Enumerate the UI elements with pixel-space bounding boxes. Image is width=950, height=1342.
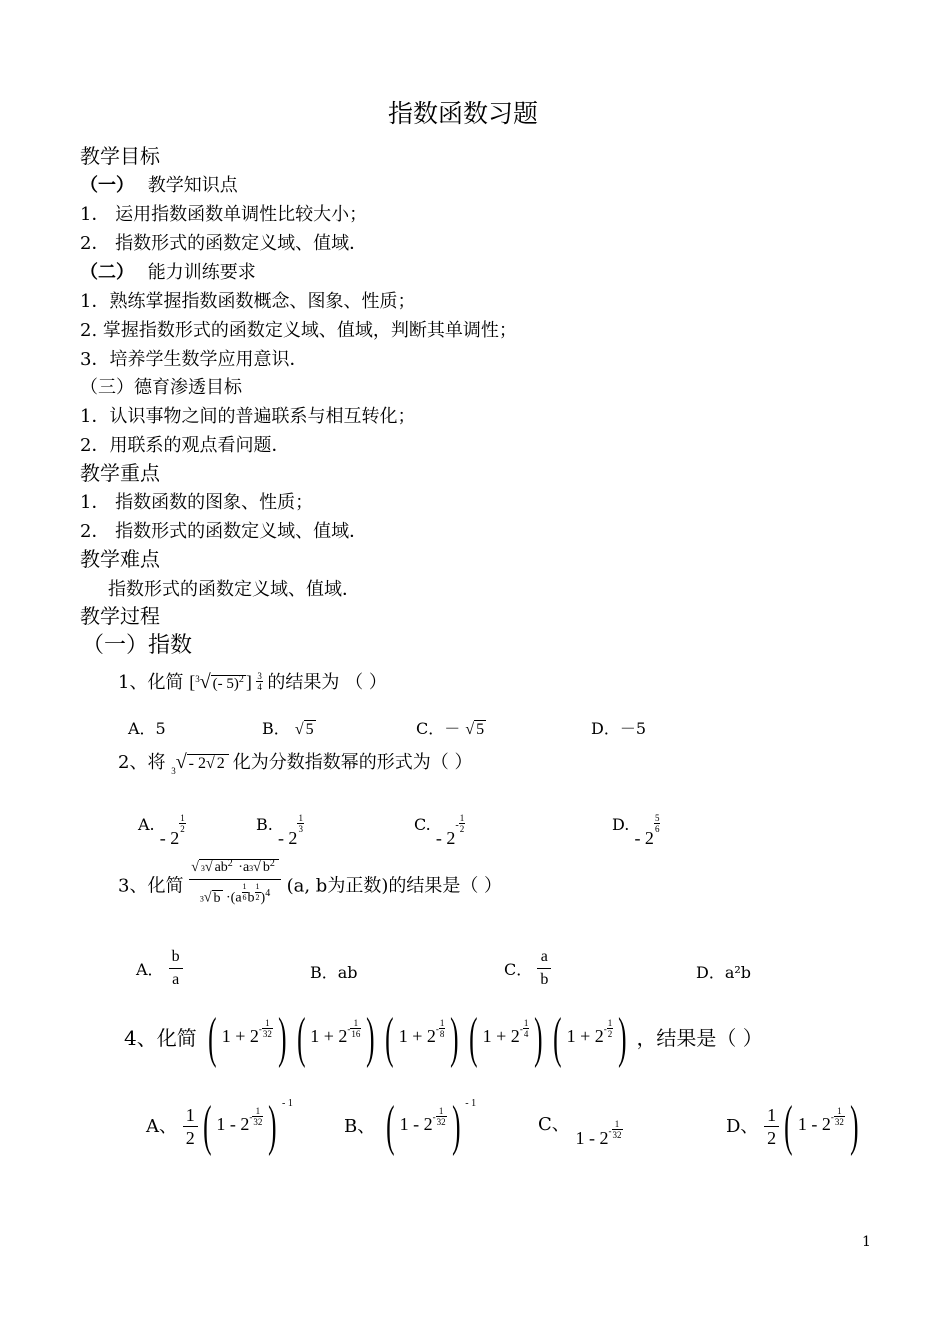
list-item: 指数形式的函数定义域、值域． (108, 579, 360, 600)
question-suffix: (a, b为正数)的结果是（ ） (286, 875, 503, 897)
section-heading-objectives: 教学目标 (80, 144, 160, 168)
subheading-knowledge (80, 171, 238, 197)
list-item: 2． 指数形式的函数定义域、值域． (80, 521, 368, 542)
option-c: C．－ √ 5 (416, 719, 485, 738)
radicand: 5 (476, 721, 485, 738)
option-label: A、 (146, 1116, 177, 1138)
option-b: B．ab (310, 963, 358, 982)
question-prefix: 2、将 (118, 752, 166, 773)
question-suffix: ，结果是（ ） (636, 1026, 763, 1051)
option-label: B. (256, 815, 273, 834)
math-fraction: √ 3√ ab2 ·a3√ b2 3√ b ·(a $\frac{1}{6}$ b $\frac{1}{2}$ )4 (189, 860, 281, 909)
list-item: 1． 运用指数函数单调性比较大小； (80, 204, 368, 225)
question-suffix: 化为分数指数幂的形式为（ ） (232, 752, 473, 773)
subheading-text: 教学知识点 (147, 175, 238, 196)
question-2 (118, 748, 473, 774)
option-label: D. (612, 815, 630, 834)
radicand: 5 (305, 721, 314, 738)
option-label: A． (136, 960, 164, 979)
list-item: 3．培养学生数学应用意识． (80, 349, 308, 370)
question-1 (118, 668, 387, 694)
option-d: D．a²b (696, 963, 752, 982)
option-label: A. (138, 815, 155, 834)
subheading-text: 能力训练要求 (147, 262, 256, 283)
part-heading-exponent: （一）指数 (82, 633, 193, 658)
option-c: C． $\frac{a}{b}$ (504, 946, 551, 991)
subheading-ability (80, 258, 256, 284)
option-label: C．－ (416, 719, 461, 738)
option-label: C. (414, 815, 431, 834)
option-label: B． (262, 719, 290, 738)
option-a: A．5 (128, 719, 166, 738)
option-label: C、 (538, 1114, 570, 1135)
option-label: D、 (726, 1116, 759, 1138)
section-heading-process: 教学过程 (80, 604, 160, 628)
subheading-label: （二） (80, 262, 134, 283)
option-b: B. - 2 $\frac{1}{3}$ (256, 813, 303, 848)
option-b: B． √ 5 (262, 719, 314, 738)
option-d: D. - 2 $\frac{5}{6}$ (612, 813, 660, 848)
option-a: A. - 2 $\frac{1}{2}$ (138, 813, 185, 848)
subheading-label: （一） (80, 175, 134, 196)
list-item: 2． 指数形式的函数定义域、值域． (80, 233, 368, 254)
page-title: 指数函数习题 (388, 99, 539, 128)
list-item: 1．认识事物之间的普遍联系与相互转化； (80, 406, 416, 427)
question-prefix: 4、化简 (124, 1026, 197, 1051)
section-heading-key-points: 教学重点 (80, 461, 160, 485)
option-d: D、 $\frac{1}{2}$ ( 1 - 2- $\frac{1}{32}$ ) (726, 1095, 859, 1157)
option-label: B、 (344, 1116, 376, 1138)
math-expression: ( 1 + 2- $\frac{1}{32}$ ) ( 1 + 2- $\frac{1}{16}$ ) ( 1 + 2- $\frac{1}{8}$ ) ( 1 + 2- $\frac{1}{4}$ ) ( 1 + 2- $\frac{1}{2}$ ) (208, 1007, 627, 1069)
question-prefix: 1、化简 (118, 672, 184, 693)
question-4 (124, 1007, 763, 1070)
list-item: 2．用联系的观点看问题． (80, 435, 290, 456)
option-a: A． $\frac{b}{a}$ (136, 946, 183, 991)
subheading-moral: （三）德育渗透目标 (80, 377, 242, 398)
option-label: C． (504, 960, 533, 979)
list-item: 2. 掌握指数形式的函数定义域、值域，判断其单调性； (80, 320, 517, 341)
page-number: 1 (862, 1234, 871, 1250)
section-heading-difficulties: 教学难点 (80, 547, 160, 571)
option-a: A、 $\frac{1}{2}$ ( 1 - 2- $\frac{1}{32}$ ) $^{- 1}$ (146, 1095, 293, 1157)
option-c: C、 1 - 2- $\frac{1}{32}$ (538, 1114, 622, 1148)
question-3 (118, 860, 502, 909)
question-suffix: 的结果为 （ ） (267, 672, 387, 693)
question-prefix: 3、化简 (118, 875, 184, 897)
option-c: C. - 2- $\frac{1}{2}$ (414, 813, 465, 848)
list-item: 1．熟练掌握指数函数概念、图象、性质； (80, 291, 416, 312)
list-item: 1． 指数函数的图象、性质； (80, 492, 314, 513)
math-expression: $_3$√ - 2√ 2 (171, 755, 233, 772)
option-b: B、 ( 1 - 2- $\frac{1}{32}$ ) $^{- 1}$ (344, 1095, 477, 1157)
math-expression: [$^3$√ (- 5)2 ] $\frac{3}{4}$ (189, 671, 262, 693)
option-d: D．－5 (591, 719, 647, 738)
